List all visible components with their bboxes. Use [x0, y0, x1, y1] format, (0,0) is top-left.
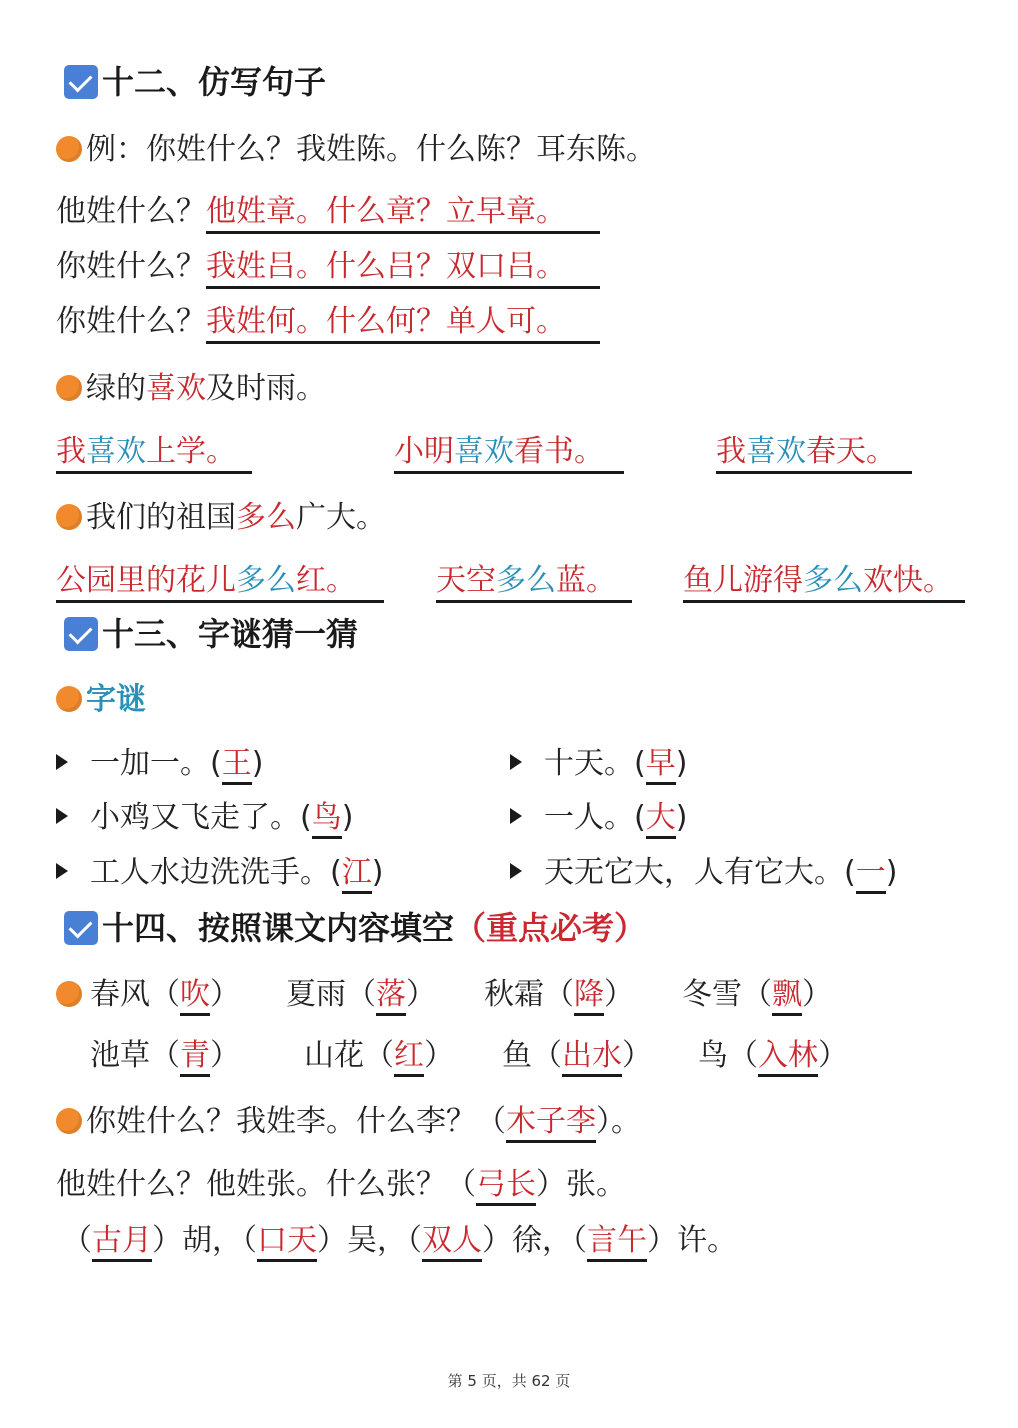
riddle-question: 十天。(	[544, 746, 646, 781]
imitation-line-3	[56, 302, 600, 344]
triangle-bullet-icon	[510, 808, 522, 824]
pattern-text: 绿的	[86, 371, 146, 406]
riddle-close: )	[371, 855, 384, 890]
pattern-2-line	[56, 369, 326, 409]
surname-question: 你姓什么？我姓李。什么李？（	[86, 1104, 506, 1139]
orange-dot-icon	[56, 504, 82, 530]
riddle-answer: 江	[342, 855, 372, 894]
answer-part: 欢快。	[863, 563, 953, 598]
riddle-right-3	[510, 853, 897, 893]
surname-answer: 双人	[422, 1223, 482, 1262]
orange-dot-icon	[56, 375, 82, 401]
fill-answer: 红	[394, 1038, 424, 1077]
pattern-keyword: 喜欢	[146, 371, 206, 406]
fill-close: ）	[802, 977, 832, 1012]
example-text: 例：你姓什么？我姓陈。什么陈？耳东陈。	[86, 132, 656, 167]
checkbox-icon	[64, 911, 98, 945]
answer-part: 公园里的花儿	[56, 563, 236, 598]
surname-line-3	[62, 1221, 737, 1261]
orange-dot-icon	[56, 981, 82, 1007]
surname-answer: 弓长	[476, 1167, 536, 1206]
riddle-question: 工人水边洗洗手。(	[90, 855, 342, 890]
pattern-text: 我们的祖国	[86, 500, 236, 535]
answer-part: 我	[716, 434, 746, 469]
riddle-left-2	[56, 798, 353, 838]
fill-close: ）	[210, 1038, 240, 1073]
fill-answer: 吹	[180, 977, 210, 1016]
fill-row-2-item-4	[698, 1036, 848, 1076]
fill-answer: 入林	[758, 1038, 818, 1077]
riddle-right-2	[510, 798, 687, 838]
riddle-right-1	[510, 744, 687, 784]
riddle-answer: 早	[646, 746, 676, 785]
surname-word: ）吴，	[317, 1223, 407, 1258]
pattern-2-answer-1	[56, 432, 252, 474]
fill-word: 鸟（	[698, 1038, 758, 1073]
fill-close: ）	[210, 977, 240, 1012]
paren-open: （	[62, 1223, 92, 1258]
answer-part: 上学。	[146, 434, 236, 469]
pattern-2-answer-2	[394, 432, 624, 474]
section-14-title: 十四、按照课文内容填空	[102, 909, 455, 947]
section-13-title: 十三、字谜猜一猜	[102, 615, 359, 653]
pattern-keyword: 多么	[236, 500, 296, 535]
imitation-prompt: 他姓什么？	[56, 194, 206, 229]
checkbox-icon	[64, 617, 98, 651]
fill-word: 鱼（	[502, 1038, 562, 1073]
riddle-left-3	[56, 853, 383, 893]
fill-row-1-item-4	[682, 975, 832, 1015]
riddle-question: 小鸡又飞走了。(	[90, 800, 312, 835]
surname-close: ）张。	[536, 1167, 626, 1202]
answer-keyword: 喜欢	[454, 434, 514, 469]
fill-close: ）	[622, 1038, 652, 1073]
checkbox-icon	[64, 65, 98, 99]
orange-dot-icon	[56, 136, 82, 162]
answer-keyword: 喜欢	[746, 434, 806, 469]
section-13-heading	[64, 614, 358, 654]
fill-answer: 出水	[562, 1038, 622, 1077]
triangle-bullet-icon	[56, 754, 68, 770]
fill-word: 山花（	[304, 1038, 394, 1073]
surname-answer: 古月	[92, 1223, 152, 1262]
fill-answer: 飘	[772, 977, 802, 1016]
fill-row-1-item-2	[286, 975, 436, 1015]
imitation-line-1	[56, 192, 600, 234]
answer-part: 蓝。	[556, 563, 616, 598]
fill-row-2-item-1	[90, 1036, 240, 1076]
paren-open: （	[242, 1223, 257, 1258]
pattern-3-answer-3	[683, 561, 965, 603]
pattern-3-answer-2	[436, 561, 632, 603]
fill-word: 春风（	[90, 977, 180, 1012]
answer-part: 鱼儿游得	[683, 563, 803, 598]
imitation-answer: 我姓吕。什么吕？双口吕。	[206, 248, 600, 289]
fill-close: ）	[818, 1038, 848, 1073]
riddle-answer: 一	[856, 855, 886, 894]
imitation-answer: 我姓何。什么何？单人可。	[206, 303, 600, 344]
fill-word: 冬雪（	[682, 977, 772, 1012]
triangle-bullet-icon	[56, 863, 68, 879]
fill-close: ）	[424, 1038, 454, 1073]
surname-close: ）。	[596, 1104, 641, 1139]
fill-close: ）	[406, 977, 436, 1012]
surname-answer: 言午	[587, 1223, 647, 1262]
section-14-heading	[64, 908, 646, 948]
riddle-close: )	[675, 800, 688, 835]
fill-word: 池草（	[90, 1038, 180, 1073]
fill-word: 秋霜（	[484, 977, 574, 1012]
surname-word: ）徐，	[482, 1223, 572, 1258]
riddle-question: 天无它大，人有它大。(	[544, 855, 856, 890]
answer-keyword: 多么	[803, 563, 863, 598]
imitation-answer: 他姓章。什么章？立早章。	[206, 193, 600, 234]
riddle-close: )	[885, 855, 898, 890]
orange-dot-icon	[56, 686, 82, 712]
riddle-close: )	[341, 800, 354, 835]
pattern-2-answer-3	[716, 432, 912, 474]
riddle-close: )	[251, 746, 264, 781]
surname-word: ）许。	[647, 1223, 737, 1258]
pattern-text: 及时雨。	[206, 371, 326, 406]
triangle-bullet-icon	[510, 863, 522, 879]
surname-word: ）胡，	[152, 1223, 242, 1258]
riddle-question: 一人。(	[544, 800, 646, 835]
surname-line-1	[56, 1102, 641, 1142]
riddle-subheading	[56, 680, 146, 720]
riddle-left-1	[56, 744, 263, 784]
riddle-question: 一加一。(	[90, 746, 222, 781]
answer-keyword: 喜欢	[86, 434, 146, 469]
riddle-answer: 王	[222, 746, 252, 785]
page-footer: 第 5 页，共 62 页	[447, 1372, 571, 1390]
section-12-title: 十二、仿写句子	[102, 63, 327, 101]
answer-part: 小明	[394, 434, 454, 469]
paren-open: （	[407, 1223, 422, 1258]
answer-part: 春天。	[806, 434, 896, 469]
pattern-3-answer-1	[56, 561, 384, 603]
fill-close: ）	[604, 977, 634, 1012]
fill-row-1-item-1	[90, 975, 240, 1015]
fill-row-2-item-3	[502, 1036, 652, 1076]
orange-dot-icon	[56, 1108, 82, 1134]
answer-keyword: 多么	[236, 563, 296, 598]
answer-part: 红。	[296, 563, 356, 598]
fill-word: 夏雨（	[286, 977, 376, 1012]
fill-answer: 青	[180, 1038, 210, 1077]
example-line	[56, 130, 656, 170]
answer-keyword: 多么	[496, 563, 556, 598]
riddle-answer: 大	[646, 800, 676, 839]
imitation-line-2	[56, 247, 600, 289]
paren-open: （	[572, 1223, 587, 1258]
riddle-answer: 鸟	[312, 800, 342, 839]
triangle-bullet-icon	[56, 808, 68, 824]
key-exam-note: （重点必考）	[454, 909, 647, 947]
triangle-bullet-icon	[510, 754, 522, 770]
imitation-prompt: 你姓什么？	[56, 249, 206, 284]
fill-row-1-bullet	[56, 975, 86, 1015]
pattern-3-line	[56, 498, 386, 538]
fill-row-2-item-2	[304, 1036, 454, 1076]
pattern-text: 广大。	[296, 500, 386, 535]
surname-answer: 木子李	[506, 1104, 596, 1143]
answer-part: 天空	[436, 563, 496, 598]
riddle-close: )	[675, 746, 688, 781]
answer-part: 看书。	[514, 434, 604, 469]
fill-row-1-item-3	[484, 975, 634, 1015]
section-12-heading	[64, 62, 326, 102]
surname-line-2	[56, 1165, 626, 1205]
fill-answer: 降	[574, 977, 604, 1016]
imitation-prompt: 你姓什么？	[56, 304, 206, 339]
surname-question: 他姓什么？他姓张。什么张？（	[56, 1167, 476, 1202]
fill-answer: 落	[376, 977, 406, 1016]
riddle-subtitle: 字谜	[86, 682, 146, 717]
surname-answer: 口天	[257, 1223, 317, 1262]
answer-part: 我	[56, 434, 86, 469]
